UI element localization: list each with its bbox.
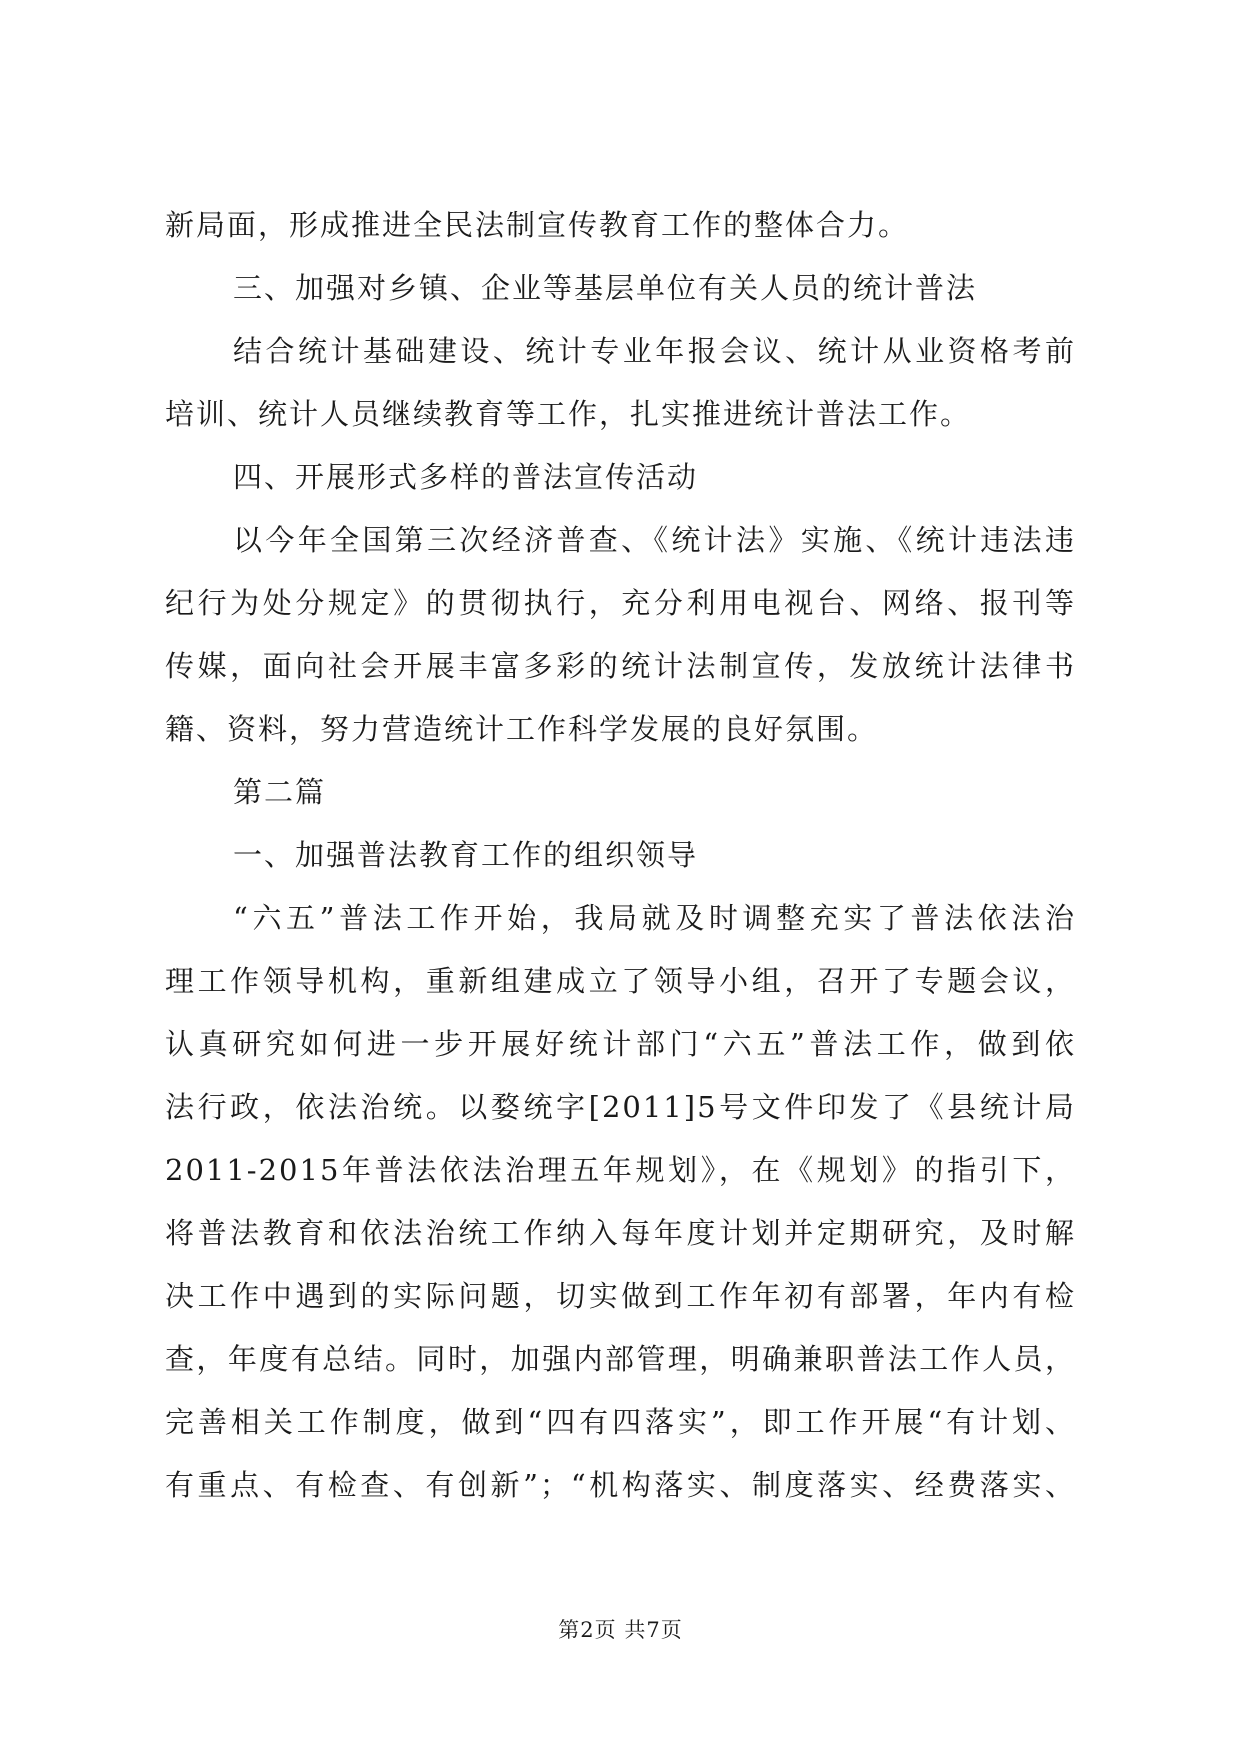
paragraph-line: “六五”普法工作开始，我局就及时调整充实了普法依法治 — [233, 901, 1076, 935]
paragraph-line: 法行政，依法治统。以婺统字[2011]5号文件印发了《县统计局 — [165, 1090, 1076, 1124]
paragraph-line: 查，年度有总结。同时，加强内部管理，明确兼职普法工作人员， — [165, 1342, 1076, 1376]
paragraph-line: 以今年全国第三次经济普查、《统计法》实施、《统计违法违 — [233, 523, 1076, 557]
page-number-footer: 第2页 共7页 — [558, 1618, 683, 1642]
section-heading: 一、加强普法教育工作的组织领导 — [233, 838, 699, 872]
section-heading: 三、加强对乡镇、企业等基层单位有关人员的统计普法 — [233, 271, 978, 305]
paragraph-line: 传媒，面向社会开展丰富多彩的统计法制宣传，发放统计法律书 — [165, 649, 1076, 683]
paragraph-line: 理工作领导机构，重新组建成立了领导小组，召开了专题会议， — [165, 964, 1076, 998]
part-heading: 第二篇 — [233, 775, 327, 809]
paragraph-line: 认真研究如何进一步开展好统计部门“六五”普法工作，做到依 — [165, 1027, 1076, 1061]
paragraph-line: 决工作中遇到的实际问题，切实做到工作年初有部署，年内有检 — [165, 1279, 1076, 1313]
paragraph-line: 纪行为处分规定》的贯彻执行，充分利用电视台、网络、报刊等 — [165, 586, 1076, 620]
paragraph-line: 完善相关工作制度，做到“四有四落实”，即工作开展“有计划、 — [165, 1405, 1076, 1439]
section-heading: 四、开展形式多样的普法宣传活动 — [233, 460, 699, 494]
paragraph-line: 有重点、有检查、有创新”；“机构落实、制度落实、经费落实、 — [165, 1468, 1076, 1502]
paragraph-line: 2011-2015年普法依法治理五年规划》，在《规划》的指引下， — [165, 1153, 1076, 1187]
paragraph-line: 将普法教育和依法治统工作纳入每年度计划并定期研究，及时解 — [165, 1216, 1076, 1250]
paragraph-line: 培训、统计人员继续教育等工作，扎实推进统计普法工作。 — [165, 397, 972, 431]
paragraph-line: 结合统计基础建设、统计专业年报会议、统计从业资格考前 — [233, 334, 1076, 368]
paragraph-line: 新局面，形成推进全民法制宣传教育工作的整体合力。 — [165, 208, 910, 242]
paragraph-line: 籍、资料，努力营造统计工作科学发展的良好氛围。 — [165, 712, 879, 746]
